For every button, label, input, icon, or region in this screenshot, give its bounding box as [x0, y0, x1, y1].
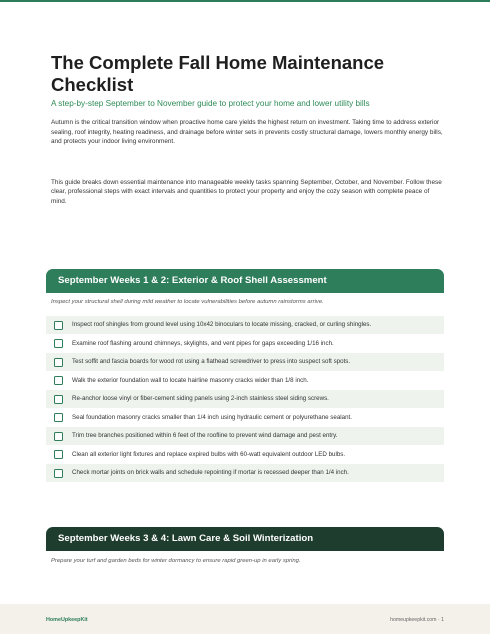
checkbox[interactable] — [54, 469, 63, 478]
task-item[interactable] — [46, 427, 444, 446]
intro-paragraph-1: Autumn is the critical transition window when proactive home care yields the highest return on investment. Taking time to address exterior sealing, roof integrity, heating readiness, and drainage before winter sets in prevents costly structural damage, lowers monthly energy bills, and protects your indoor living environment. — [51, 119, 443, 146]
page-subtitle: A step-by-step September to November guide to protect your home and lower utility bills — [51, 99, 370, 108]
section-note: Prepare your turf and garden beds for winter dormancy to ensure rapid green-up in early spring. — [51, 558, 301, 564]
section-header-september-weeks-3-4: September Weeks 3 & 4: Lawn Care & Soil Winterization — [46, 527, 444, 551]
task-item[interactable] — [46, 390, 444, 409]
page-title: The Complete Fall Home Maintenance Checklist — [51, 52, 385, 95]
task-text: Clean all exterior light fixtures and replace expired bulbs with 60-watt equivalent outdoor LED bulbs. — [72, 450, 346, 458]
checkbox[interactable] — [54, 321, 63, 330]
task-text: Check mortar joints on brick walls and schedule repointing if mortar is recessed deeper than 1/4 inch. — [72, 469, 349, 476]
footer-brand: HomeUpkeepKit — [46, 617, 88, 623]
task-text: Walk the exterior foundation wall to locate hairline masonry cracks wider than 1/8 inch. — [72, 376, 309, 384]
page-footer — [0, 604, 490, 634]
document-header — [51, 52, 444, 213]
task-item[interactable] — [46, 409, 444, 428]
task-text: Test soffit and fascia boards for wood rot using a flathead screwdriver to press into suspect soft spots. — [72, 358, 351, 365]
task-item[interactable] — [46, 353, 444, 372]
checkbox[interactable] — [54, 432, 63, 441]
footer-page-info: homeupkeepkit.com · 1 — [390, 617, 444, 623]
task-text: Examine roof flashing around chimneys, skylights, and vent pipes for gaps exceeding 1/16 inch. — [72, 339, 334, 347]
intro-paragraph-2: This guide breaks down essential maintenance into manageable weekly tasks spanning September, October, and November. Follow these clear, professional steps with exact intervals and quantities to protect your property and enjoy the cozy season with complete peace of mind. — [51, 178, 442, 205]
top-accent-rule — [0, 0, 490, 2]
section-note: Inspect your structural shell during mild weather to locate vulnerabilities before autumn rainstorms arrive. — [51, 299, 324, 305]
checkbox[interactable] — [54, 450, 63, 459]
task-item[interactable] — [46, 372, 444, 391]
task-item[interactable] — [46, 464, 444, 483]
task-text: Re-anchor loose vinyl or fiber-cement siding panels using 2-inch stainless steel siding screws. — [72, 395, 329, 402]
task-item[interactable] — [46, 446, 444, 465]
checkbox[interactable] — [54, 358, 63, 367]
checkbox[interactable] — [54, 413, 63, 422]
checkbox[interactable] — [54, 339, 63, 348]
task-text: Seal foundation masonry cracks smaller than 1/4 inch using hydraulic cement or polyurethane sealant. — [72, 413, 352, 421]
section-header-september-weeks-1-2: September Weeks 1 & 2: Exterior & Roof Shell Assessment — [46, 269, 444, 293]
checkbox[interactable] — [54, 395, 63, 404]
task-text: Inspect roof shingles from ground level using 10x42 binoculars to locate missing, cracked, or curling shingles. — [72, 321, 372, 328]
task-item[interactable] — [46, 335, 444, 354]
task-text: Trim tree branches positioned within 6 feet of the roofline to prevent wind damage and pest entry. — [72, 432, 338, 439]
task-list — [46, 316, 444, 483]
checkbox[interactable] — [54, 376, 63, 385]
task-item[interactable] — [46, 316, 444, 335]
